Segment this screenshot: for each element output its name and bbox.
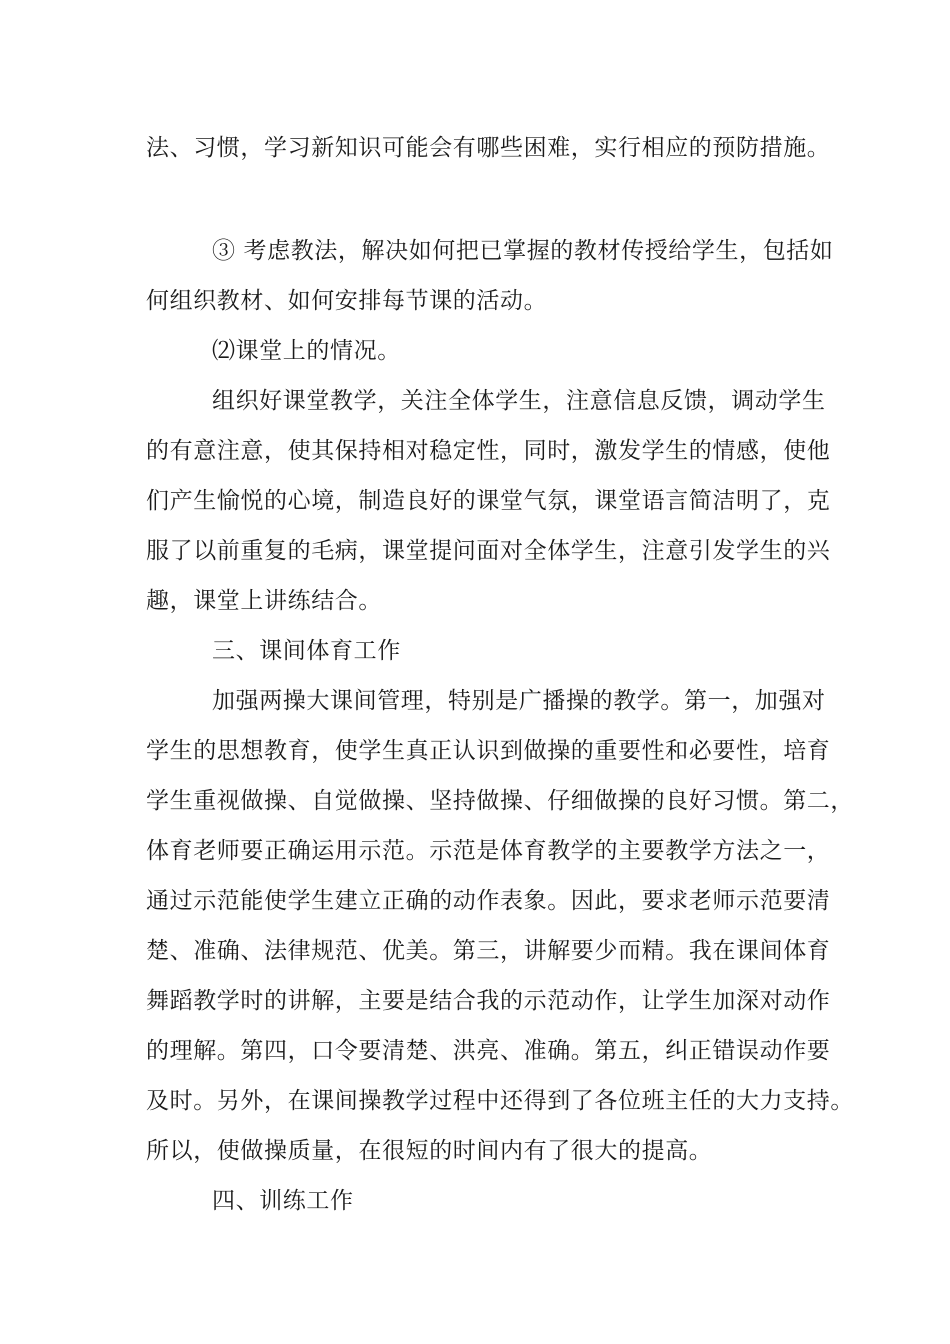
paragraph-line: 加强两操大课间管理，特别是广播操的教学。第一，加强对: [212, 688, 826, 714]
paragraph-line: 的有意注意，使其保持相对稳定性，同时，激发学生的情感，使他: [146, 438, 831, 464]
paragraph-line: 趣，课堂上讲练结合。: [146, 588, 382, 614]
paragraph-line: 舞蹈教学时的讲解，主要是结合我的示范动作，让学生加深对动作: [146, 988, 831, 1014]
paragraph-line: 的理解。第四，口令要清楚、洪亮、准确。第五，纠正错误动作要: [146, 1038, 831, 1064]
paragraph-line: 服了以前重复的毛病，课堂提问面对全体学生，注意引发学生的兴: [146, 538, 831, 564]
paragraph-line: 体育老师要正确运用示范。示范是体育教学的主要教学方法之一，: [146, 838, 831, 864]
section-heading: 三、课间体育工作: [212, 638, 401, 664]
paragraph-line: 学生重视做操、自觉做操、坚持做操、仔细做操的良好习惯。第二，: [146, 788, 854, 814]
subsection-heading: ⑵课堂上的情况。: [212, 338, 401, 364]
paragraph-line: 何组织教材、如何安排每节课的活动。: [146, 288, 548, 314]
section-heading: 四、训练工作: [212, 1188, 354, 1214]
paragraph-line: ③ 考虑教法，解决如何把已掌握的教材传授给学生，包括如: [212, 238, 834, 264]
paragraph-line: 通过示范能使学生建立正确的动作表象。因此，要求老师示范要清: [146, 888, 831, 914]
paragraph-line: 所以，使做操质量，在很短的时间内有了很大的提高。: [146, 1138, 713, 1164]
paragraph-line: 及时。另外，在课间操教学过程中还得到了各位班主任的大力支持。: [146, 1088, 854, 1114]
paragraph-line: 法、习惯，学习新知识可能会有哪些困难，实行相应的预防措施。: [146, 135, 831, 161]
paragraph-line: 们产生愉悦的心境，制造良好的课堂气氛，课堂语言简洁明了，克: [146, 488, 831, 514]
paragraph-line: 组织好课堂教学，关注全体学生，注意信息反馈，调动学生: [212, 388, 826, 414]
paragraph-line: 楚、准确、法律规范、优美。第三，讲解要少而精。我在课间体育: [146, 938, 831, 964]
paragraph-line: 学生的思想教育，使学生真正认识到做操的重要性和必要性，培育: [146, 738, 831, 764]
